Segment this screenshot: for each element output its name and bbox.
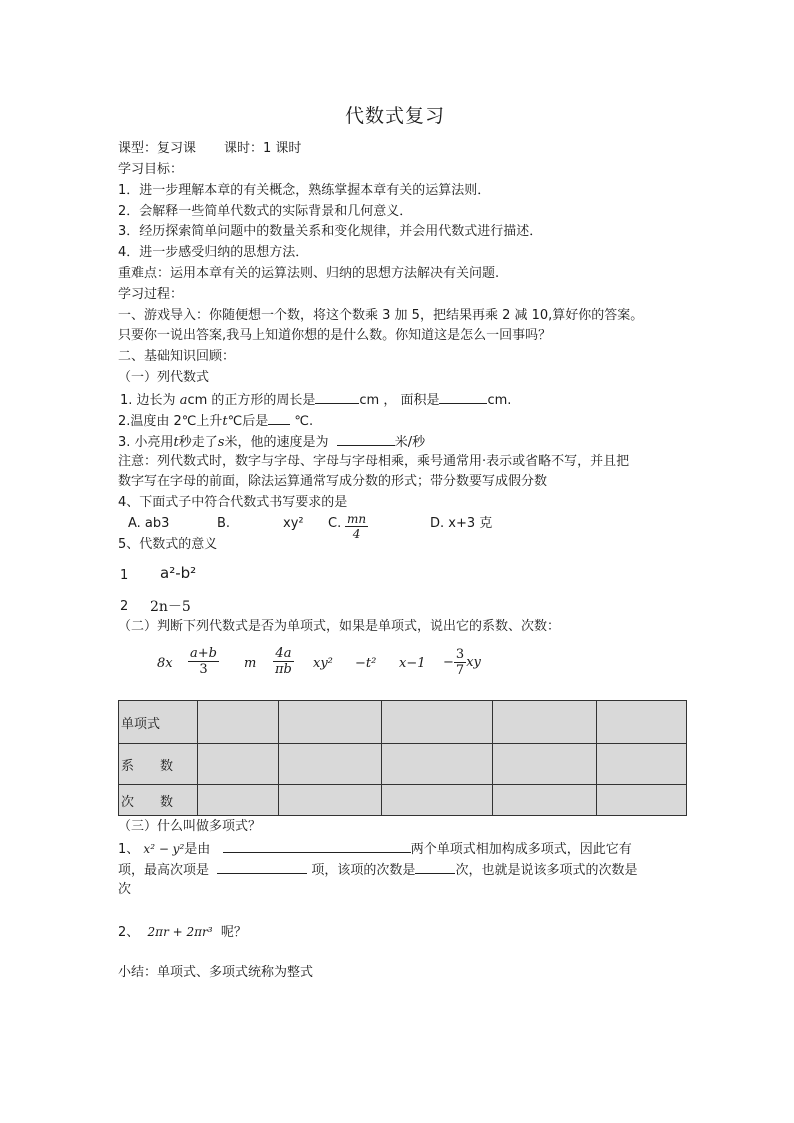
q1-blank-perimeter[interactable] bbox=[315, 389, 359, 404]
goal-item: 4．进一步感受归纳的思想方法． bbox=[118, 245, 309, 260]
meaning-2-expr: 2n－5 bbox=[150, 599, 191, 615]
summary: 小结：单项式、多项式统称为整式 bbox=[118, 965, 314, 980]
p3q1-blank-1[interactable] bbox=[223, 838, 411, 853]
q3-text-b: 秒走了 bbox=[178, 435, 218, 450]
p3q1-expr: x² − y² bbox=[143, 842, 185, 856]
p3-question-1-line3: 次 bbox=[118, 882, 132, 897]
expr8-sign: − bbox=[443, 655, 454, 670]
review-heading: 二、基础知识回顾： bbox=[118, 349, 236, 364]
p3q1-line2-c: 次，也就是说该多项式的次数是 bbox=[455, 863, 638, 878]
table-cell[interactable] bbox=[382, 744, 493, 785]
table-cell[interactable] bbox=[198, 744, 279, 785]
expr4-den: πb bbox=[275, 662, 292, 677]
table-cell[interactable] bbox=[493, 701, 597, 744]
question-4: 4、下面式子中符合代数式书写要求的是 bbox=[118, 495, 348, 510]
row-label-degree: 次 数 bbox=[119, 785, 198, 816]
q1-text-d: cm. bbox=[487, 393, 512, 408]
process-heading: 学习过程： bbox=[118, 287, 184, 302]
question-3 bbox=[118, 431, 425, 453]
q3-text-d: 米/秒 bbox=[394, 435, 426, 450]
goal-item: 3．经历探索简单问题中的数量关系和变化规律，并会用代数式进行描述． bbox=[118, 224, 543, 239]
q1-text-b: cm 的正方形的周长是 bbox=[187, 393, 316, 408]
expr-neg-t2: −t² bbox=[355, 656, 377, 671]
key-points: 重难点：运用本章有关的运算法则、归纳的思想方法解决有关问题. bbox=[118, 266, 500, 281]
p3-question-2 bbox=[118, 922, 247, 943]
expr8-den: 7 bbox=[455, 663, 465, 678]
meaning-1-expr: a²-b² bbox=[160, 564, 197, 582]
expr8-num: 3 bbox=[455, 647, 465, 662]
table-cell[interactable] bbox=[279, 744, 382, 785]
p3q2-expr: 2πr + 2πr³ bbox=[147, 925, 213, 939]
q4-c-numerator: mn bbox=[347, 512, 367, 526]
question-5: 5、代数式的意义 bbox=[118, 537, 218, 552]
q3-var-s: s bbox=[217, 435, 225, 450]
table-cell[interactable] bbox=[382, 785, 493, 816]
monomial-table bbox=[118, 700, 687, 816]
q2-text-c: ℃. bbox=[294, 414, 314, 429]
expr2-den: 3 bbox=[199, 662, 208, 677]
q2-var: t bbox=[222, 414, 228, 429]
expr-frac-4a-pib bbox=[273, 646, 294, 677]
q3-text-c: 米，他的速度是为 bbox=[224, 435, 329, 450]
expr2-num: a+b bbox=[190, 646, 217, 661]
goal-item: 2．会解释一些简单代数式的实际背景和几何意义． bbox=[118, 204, 413, 219]
page-title: 代数式复习 bbox=[345, 105, 446, 127]
p3q1-blank-3[interactable] bbox=[415, 859, 455, 874]
note-line1: 注意：列代数式时，数字与字母、字母与字母相乘，乘号通常用·表示或省略不写，并且把 bbox=[118, 454, 630, 469]
expr-m: m bbox=[244, 656, 257, 671]
table-cell[interactable] bbox=[597, 744, 687, 785]
p3-question-1 bbox=[118, 838, 632, 860]
q2-text-a: 2.温度由 2℃上升 bbox=[118, 414, 223, 429]
q3-blank[interactable] bbox=[337, 431, 395, 446]
table-cell[interactable] bbox=[597, 785, 687, 816]
q2-text-b: ℃后是 bbox=[227, 414, 269, 429]
expr-neg-3-7-xy bbox=[443, 647, 481, 678]
table-cell[interactable] bbox=[493, 785, 597, 816]
game-intro-line1: 一、游戏导入：你随便想一个数，将这个数乘 3 加 5，把结果再乘 2 减 10,算好你的答案。 bbox=[118, 308, 644, 323]
table-cell[interactable] bbox=[198, 701, 279, 744]
q2-blank[interactable] bbox=[268, 410, 290, 425]
part2-heading: （二）判断下列代数式是否为单项式，如果是单项式，说出它的系数、次数： bbox=[118, 619, 561, 634]
table-cell[interactable] bbox=[382, 701, 493, 744]
meaning-1-index: 1 bbox=[120, 568, 129, 583]
expr-xy2: xy² bbox=[313, 656, 333, 671]
table-cell[interactable] bbox=[493, 744, 597, 785]
p3q2-text-b: 呢？ bbox=[220, 925, 247, 940]
lesson-hours: 课时：1 课时 bbox=[224, 141, 302, 156]
p3q1-line2-b: 项，该项的次数是 bbox=[311, 863, 416, 878]
expr4-num: 4a bbox=[273, 646, 294, 662]
table-cell[interactable] bbox=[279, 785, 382, 816]
table-row bbox=[119, 785, 687, 816]
q1-blank-area[interactable] bbox=[439, 389, 487, 404]
q1-text-a: 1. 边长为 bbox=[120, 393, 176, 408]
lesson-type: 课型：复习课 bbox=[118, 141, 197, 156]
part1-heading: （一）列代数式 bbox=[118, 370, 210, 385]
q4-option-b: B. bbox=[217, 516, 231, 531]
q1-var: a bbox=[179, 393, 188, 408]
p3q1-index: 1、 bbox=[118, 842, 140, 857]
table-row bbox=[119, 744, 687, 785]
question-2 bbox=[118, 410, 313, 432]
meaning-2-index: 2 bbox=[120, 599, 129, 614]
table-row bbox=[119, 701, 687, 744]
row-label-coefficient: 系 数 bbox=[119, 744, 198, 785]
q4-option-b-expr: xy² bbox=[283, 516, 304, 531]
lesson-meta bbox=[118, 139, 301, 159]
table-cell[interactable] bbox=[597, 701, 687, 744]
p3q1-line2-a: 项，最高次项是 bbox=[118, 863, 210, 878]
q4-option-d: D. x+3 克 bbox=[430, 516, 493, 531]
goals-heading: 学习目标： bbox=[118, 162, 184, 177]
expr-x-minus-1: x−1 bbox=[399, 656, 426, 671]
q3-var-t: t bbox=[173, 435, 179, 450]
game-intro-line2: 只要你一说出答案,我马上知道你想的是什么数。你知道这是怎么一回事吗？ bbox=[118, 328, 552, 343]
goal-item: 1．进一步理解本章的有关概念，熟练掌握本章有关的运算法则． bbox=[118, 183, 491, 198]
p3q1-text-b: 是由 bbox=[184, 842, 211, 857]
note-line2: 数字写在字母的前面，除法运算通常写成分数的形式；带分数要写成假分数 bbox=[118, 474, 548, 489]
part3-heading: （三）什么叫做多项式？ bbox=[118, 819, 262, 834]
p3q2-index: 2、 bbox=[118, 925, 140, 940]
p3-question-1-line2 bbox=[118, 859, 637, 881]
p3q1-text-c: 两个单项式相加构成多项式，因此它有 bbox=[410, 842, 632, 857]
table-cell[interactable] bbox=[279, 701, 382, 744]
row-label-monomial: 单项式 bbox=[119, 701, 198, 744]
q4-option-a: A. ab3 bbox=[128, 516, 170, 531]
q1-text-c: cm ， 面积是 bbox=[359, 393, 440, 408]
p3q1-blank-2[interactable] bbox=[217, 859, 307, 874]
q4-option-c: C. bbox=[328, 516, 342, 531]
expr-frac-ab-3 bbox=[188, 646, 219, 677]
q4-c-denominator: 4 bbox=[352, 527, 361, 541]
q3-text-a: 3. 小亮用 bbox=[118, 435, 174, 450]
table-cell[interactable] bbox=[198, 785, 279, 816]
q4-option-c-fraction bbox=[345, 512, 368, 541]
question-1 bbox=[120, 389, 511, 411]
expr-8x: 8x bbox=[157, 656, 173, 671]
expr8-var: xy bbox=[466, 655, 481, 670]
